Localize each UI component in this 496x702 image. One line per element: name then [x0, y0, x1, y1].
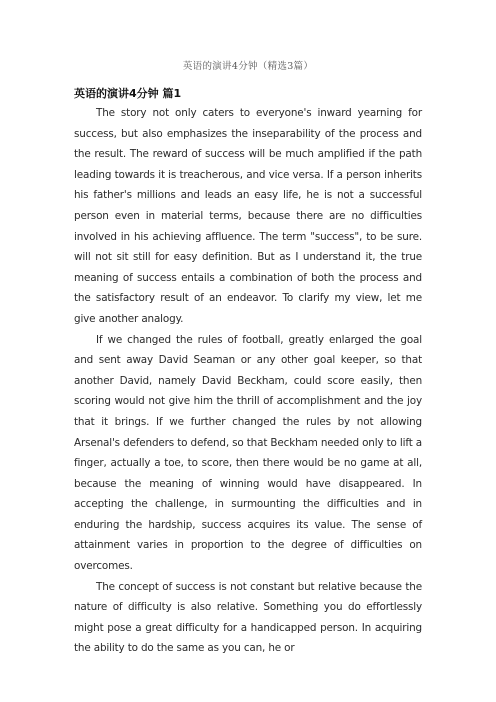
document-body: [74, 86, 422, 659]
section-title: 英语的演讲4分钟 篇1: [74, 87, 182, 100]
running-header: 英语的演讲4分钟（精选3篇）: [182, 61, 314, 72]
paragraph-1: The story not only caters to everyone's inward yearning for success, but also emphasizes the inseparability of the process and the result. The reward of success will be much amplified if the path leading towards it is treacherous, and vice versa. If a person inherits his father's millions and leads an easy life, he is not a successful person even in material terms, because there are no difficulties involved in his achieving affluence. The term "success", to be sure. will not sit still for easy definition. But as I understand it, the true meaning of success entails a combination of both the process and the satisfactory result of an endeavor. To clarify my view, let me give another analogy.: [74, 107, 422, 325]
paragraph-3: The concept of success is not constant but relative because the nature of difficulty is also relative. Something you do effortlessly might pose a great difficulty for a handicapped person. In acquiring the ability to do the same as you can, he or: [74, 580, 422, 655]
paragraph-2: If we changed the rules of football, greatly enlarged the goal and sent away David Seaman or any other goal keeper, so that another David, namely David Beckham, could score easily, then scoring would not give him the thrill of accomplishment and the joy that it brings. If we further changed the rules by not allowing Arsenal's defenders to defend, so that Beckham needed only to lift a finger, actually a toe, to score, then there would be no game at all, because the meaning of winning would have disappeared. In accepting the challenge, in surmounting the difficulties and in enduring the hardship, success acquires its value. The sense of attainment varies in proportion to the degree of difficulties on overcomes.: [74, 333, 422, 573]
